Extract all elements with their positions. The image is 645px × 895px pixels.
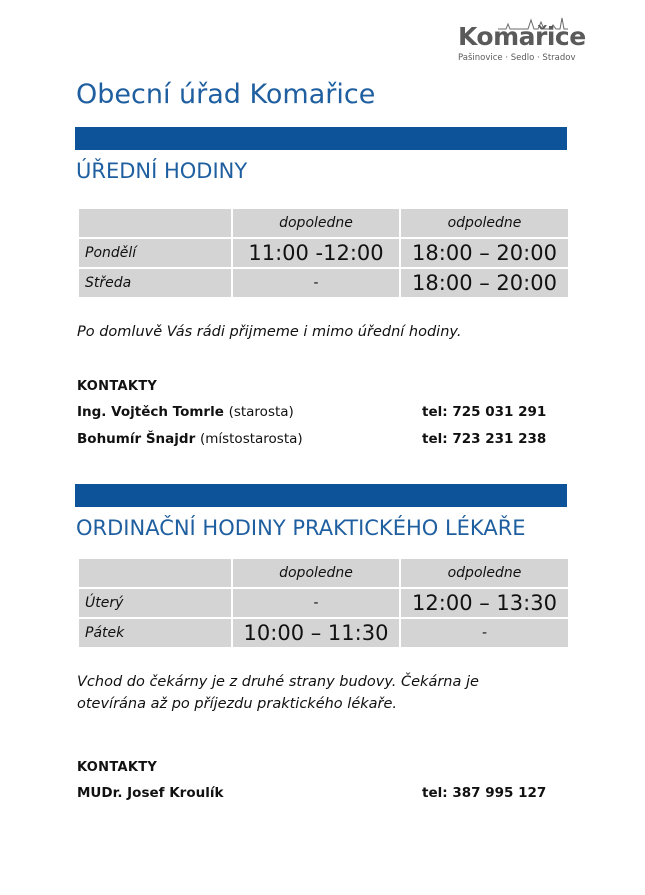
contacts-title: KONTAKTY bbox=[77, 760, 158, 775]
contact-row bbox=[77, 785, 557, 805]
contact-phone: tel: 725 031 291 bbox=[422, 404, 547, 420]
table-row bbox=[78, 618, 569, 648]
contact-name: Ing. Vojtěch Tomrle bbox=[77, 404, 224, 420]
doctor-hours-heading: ORDINAČNÍ HODINY PRAKTICKÉHO LÉKAŘE bbox=[76, 516, 526, 540]
table-header-cell: odpoledne bbox=[400, 208, 569, 238]
doctor-note: Vchod do čekárny je z druhé strany budovy. Čekárna je otevírána až po příjezdu praktického lékaře. bbox=[77, 674, 479, 712]
day-cell: Pátek bbox=[78, 618, 232, 648]
contact-role: (starosta) bbox=[228, 404, 294, 420]
afternoon-cell: 18:00 – 20:00 bbox=[400, 268, 569, 298]
morning-cell: - bbox=[232, 588, 400, 618]
day-cell: Středa bbox=[78, 268, 232, 298]
morning-cell: - bbox=[232, 268, 400, 298]
table-header-cell bbox=[78, 558, 232, 588]
section-divider-bar bbox=[75, 127, 567, 150]
doctor-hours-table bbox=[77, 557, 570, 649]
section-divider-bar bbox=[75, 484, 567, 507]
afternoon-cell: 12:00 – 13:30 bbox=[400, 588, 569, 618]
contact-phone: tel: 387 995 127 bbox=[422, 785, 547, 801]
table-header-row bbox=[78, 558, 569, 588]
contact-name-wrap bbox=[77, 404, 294, 420]
day-cell: Úterý bbox=[78, 588, 232, 618]
logo-subtitle: Pašinovice · Sedlo · Stradov bbox=[458, 53, 576, 63]
table-header-row bbox=[78, 208, 569, 238]
office-note: Po domluvě Vás rádi přijmeme i mimo úřední hodiny. bbox=[77, 324, 462, 340]
page-title: Obecní úřad Komařice bbox=[76, 79, 376, 110]
table-row bbox=[78, 268, 569, 298]
morning-cell: 10:00 – 11:30 bbox=[232, 618, 400, 648]
table-header-cell: dopoledne bbox=[232, 208, 400, 238]
komarice-logo bbox=[458, 16, 586, 64]
contact-row bbox=[77, 404, 557, 424]
contacts-title: KONTAKTY bbox=[77, 379, 158, 394]
contact-row bbox=[77, 431, 557, 451]
contact-name: MUDr. Josef Kroulík bbox=[77, 785, 224, 801]
contact-name-wrap bbox=[77, 431, 303, 447]
afternoon-cell: - bbox=[400, 618, 569, 648]
logo-name: Komařice bbox=[458, 22, 586, 51]
contact-phone: tel: 723 231 238 bbox=[422, 431, 547, 447]
morning-cell: 11:00 -12:00 bbox=[232, 238, 400, 268]
table-header-cell bbox=[78, 208, 232, 238]
contact-name: Bohumír Šnajdr bbox=[77, 431, 196, 447]
table-row bbox=[78, 238, 569, 268]
office-hours-heading: ÚŘEDNÍ HODINY bbox=[76, 159, 248, 183]
table-header-cell: dopoledne bbox=[232, 558, 400, 588]
day-cell: Pondělí bbox=[78, 238, 232, 268]
contact-role: (místostarosta) bbox=[199, 431, 303, 447]
office-hours-table bbox=[77, 207, 570, 299]
table-row bbox=[78, 588, 569, 618]
afternoon-cell: 18:00 – 20:00 bbox=[400, 238, 569, 268]
table-header-cell: odpoledne bbox=[400, 558, 569, 588]
